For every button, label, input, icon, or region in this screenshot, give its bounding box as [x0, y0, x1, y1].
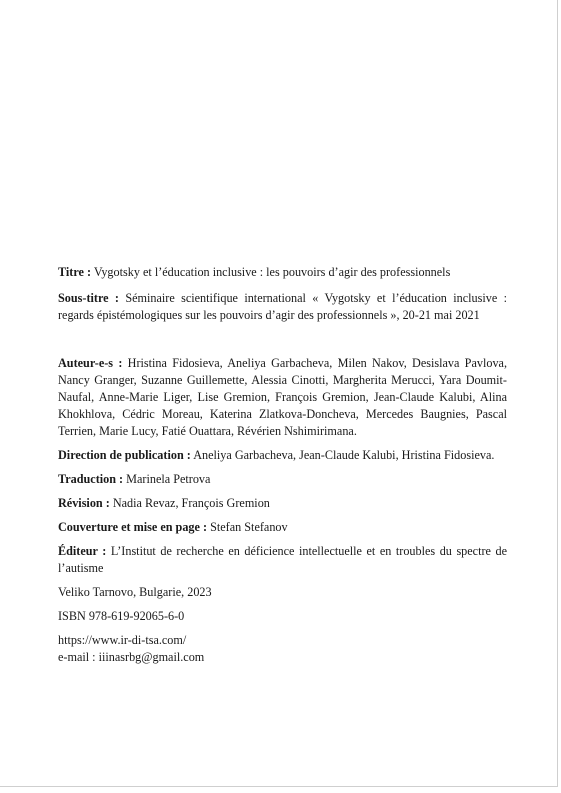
publisher-value: L’Institut de recherche en déficience intellectuelle et en troubles du spectre de l’autisme — [58, 544, 508, 575]
revision-line — [58, 495, 507, 512]
title-value: Vygotsky et l’éducation inclusive : les pouvoirs d’agir des professionnels — [93, 265, 451, 279]
place-year: Veliko Tarnovo, Bulgarie, 2023 — [58, 585, 212, 599]
cover-layout-label: Couverture et mise en page : — [58, 520, 208, 534]
translation-line — [58, 471, 507, 488]
direction-label: Direction de publication : — [58, 448, 191, 462]
website-link[interactable]: https://www.ir-di-tsa.com/ — [58, 633, 187, 647]
authors-value: Hristina Fidosieva, Aneliya Garbacheva, Milen Nakov, Desislava Pavlova, Nancy Granger, Suzanne Guillemette, Alessia Cinotti, Margherita Merucci, Yara Doumit-Naufal, Anne-Marie Liger, Lise Gremion, François Gremion, Jean-Claude Kalubi, Alina Khokhlova, Cédric Moreau, Katerina Zlatkova-Doncheva, Mercedes Baugnies, Pascal Terrien, Marie Lucy, Fatié Ouattara, Révérien Nshimirimana. — [58, 356, 507, 438]
publisher-label: Éditeur : — [58, 544, 107, 558]
direction-value: Aneliya Garbacheva, Jean-Claude Kalubi, Hristina Fidosieva. — [193, 448, 495, 462]
publisher-line — [58, 543, 507, 577]
email-address[interactable]: e-mail : iiinasrbg@gmail.com — [58, 650, 205, 664]
cover-layout-line — [58, 519, 507, 536]
authors-label: Auteur-e-s : — [58, 356, 123, 370]
title-label: Titre : — [58, 265, 92, 279]
cover-layout-value: Stefan Stefanov — [210, 520, 288, 534]
translation-label: Traduction : — [58, 472, 124, 486]
subtitle-value: Séminaire scientifique international « Vygotsky et l’éducation inclusive : regards épistémologiques sur les pouvoirs d’agir des professionnels », 20-21 mai 2021 — [58, 291, 507, 322]
colophon — [58, 264, 507, 666]
revision-label: Révision : — [58, 496, 110, 510]
revision-value: Nadia Revaz, François Gremion — [112, 496, 270, 510]
title-line — [58, 264, 507, 281]
isbn: ISBN 978-619-92065-6-0 — [58, 609, 185, 623]
translation-value: Marinela Petrova — [126, 472, 211, 486]
subtitle-label: Sous-titre : — [58, 291, 119, 305]
direction-line — [58, 447, 507, 464]
authors-line — [58, 355, 507, 440]
subtitle-line — [58, 290, 507, 324]
